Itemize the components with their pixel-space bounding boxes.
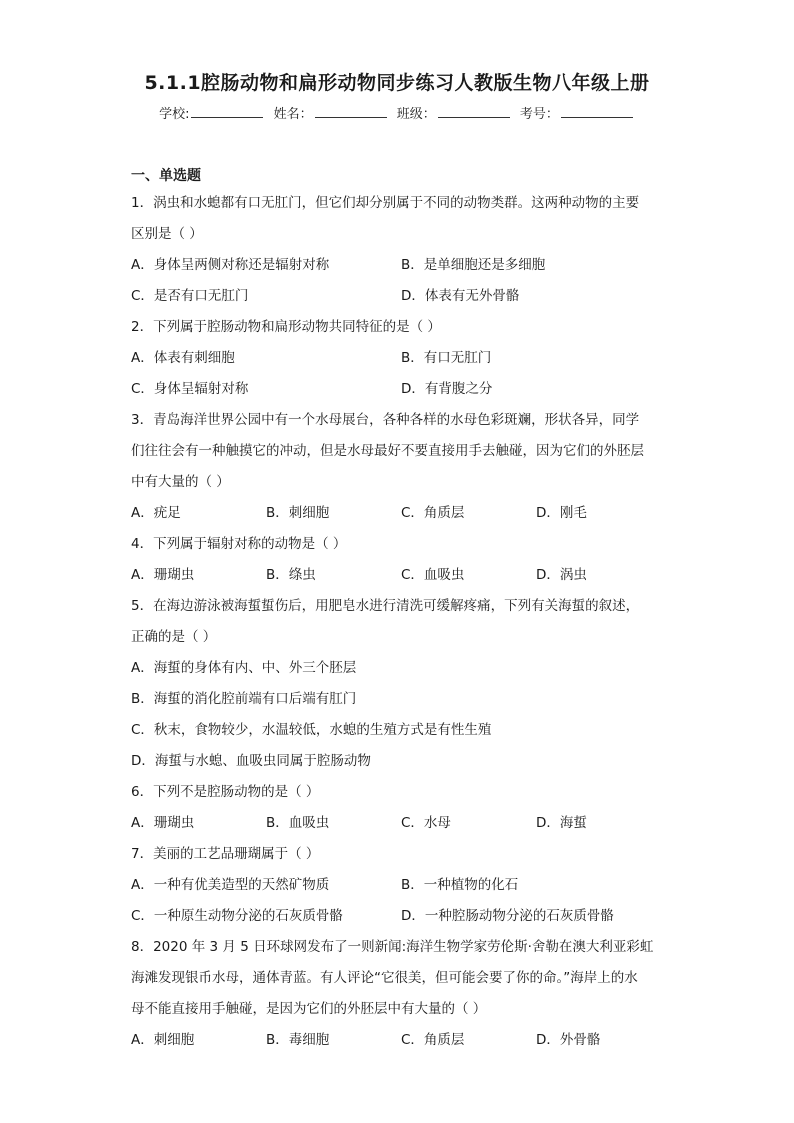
question-stem: 5．在海边游泳被海蜇蜇伤后，用肥皂水进行清洗可缓解疼痛，下列有关海蜇的叙述， [131,598,640,614]
option-c[interactable]: C．秋末，食物较少，水温较低，水螅的生殖方式是有性生殖 [131,722,492,738]
question-stem: 7．美丽的工艺品珊瑚属于（ ） [131,846,320,862]
question-3 [131,405,671,529]
question-stem: 们往往会有一种触摸它的冲动，但是水母最好不要直接用手去触碰，因为它们的外胚层 [131,443,644,459]
option-a[interactable]: A．身体呈两侧对称还是辐射对称 [131,257,330,273]
question-7 [131,839,671,932]
option-c[interactable]: C．一种原生动物分泌的石灰质骨骼 [131,908,343,924]
option-d[interactable]: D．有背腹之分 [401,381,493,397]
page-title: 5.1.1腔肠动物和扁形动物同步练习人教版生物八年级上册 [144,72,650,94]
question-stem: 正确的是（ ） [131,629,217,645]
question-stem: 8．2020 年 3 月 5 日环球网发布了一则新闻:海洋生物学家劳伦斯·舍勒在澳大利亚彩虹 [131,939,654,955]
question-stem: 2．下列属于腔肠动物和扁形动物共同特征的是（ ） [131,319,441,335]
option-row [131,343,671,374]
option-c[interactable]: C．身体呈辐射对称 [131,381,249,397]
exam-number-blank[interactable] [561,103,633,118]
option-c[interactable]: C．角质层 [401,505,465,521]
option-b[interactable]: B．一种植物的化石 [401,877,519,893]
option-row [131,808,671,839]
option-a[interactable]: A．刺细胞 [131,1032,195,1048]
section-heading: 一、单选题 [131,168,201,184]
question-list [131,188,671,1056]
question-4 [131,529,671,591]
exam-number-label: 考号： [519,107,559,122]
option-row [131,281,671,312]
option-a[interactable]: A．珊瑚虫 [131,567,195,583]
class-label: 班级： [396,107,436,122]
question-stem: 海滩发现银币水母，通体青蓝。有人评论“它很美，但可能会要了你的命。”海岸上的水 [131,970,638,986]
name-blank[interactable] [315,103,387,118]
option-d[interactable]: D．一种腔肠动物分泌的石灰质骨骼 [401,908,614,924]
question-1 [131,188,671,312]
question-6 [131,777,671,839]
class-blank[interactable] [438,103,510,118]
question-stem: 3．青岛海洋世界公园中有一个水母展台，各种各样的水母色彩斑斓，形状各异，同学 [131,412,640,428]
question-stem: 1．涡虫和水螅都有口无肛门，但它们却分别属于不同的动物类群。这两种动物的主要 [131,195,640,211]
option-a[interactable]: A．疣足 [131,505,181,521]
option-row [131,498,671,529]
option-b[interactable]: B．绦虫 [266,567,316,583]
option-d[interactable]: D．海蜇与水螅、血吸虫同属于腔肠动物 [131,753,371,769]
option-b[interactable]: B．毒细胞 [266,1032,330,1048]
option-d[interactable]: D．涡虫 [536,567,587,583]
option-a[interactable]: A．珊瑚虫 [131,815,195,831]
question-stem: 4．下列属于辐射对称的动物是（ ） [131,536,347,552]
option-a[interactable]: A．海蜇的身体有内、中、外三个胚层 [131,660,357,676]
option-row [131,560,671,591]
option-c[interactable]: C．角质层 [401,1032,465,1048]
question-2 [131,312,671,405]
option-c[interactable]: C．是否有口无肛门 [131,288,249,304]
question-stem: 6．下列不是腔肠动物的是（ ） [131,784,320,800]
question-8 [131,932,671,1056]
option-d[interactable]: D．海蜇 [536,815,587,831]
question-stem: 中有大量的（ ） [131,474,230,490]
student-info-line [0,103,794,122]
option-b[interactable]: B．海蜇的消化腔前端有口后端有肛门 [131,691,357,707]
name-label: 姓名： [273,107,313,122]
option-b[interactable]: B．血吸虫 [266,815,330,831]
option-a[interactable]: A．体表有刺细胞 [131,350,235,366]
option-d[interactable]: D．刚毛 [536,505,587,521]
option-b[interactable]: B．有口无肛门 [401,350,492,366]
option-row [131,374,671,405]
option-d[interactable]: D．体表有无外骨骼 [401,288,520,304]
option-d[interactable]: D．外骨骼 [536,1032,601,1048]
option-row [131,1025,671,1056]
option-row [131,901,671,932]
question-5 [131,591,671,777]
option-c[interactable]: C．血吸虫 [401,567,465,583]
option-b[interactable]: B．是单细胞还是多细胞 [401,257,546,273]
question-stem: 母不能直接用手触碰，是因为它们的外胚层中有大量的（ ） [131,1001,487,1017]
option-a[interactable]: A．一种有优美造型的天然矿物质 [131,877,330,893]
option-c[interactable]: C．水母 [401,815,451,831]
option-row [131,250,671,281]
school-label: 学校: [159,107,190,122]
option-row [131,870,671,901]
question-stem: 区别是（ ） [131,226,203,242]
option-b[interactable]: B．刺细胞 [266,505,330,521]
school-blank[interactable] [191,103,263,118]
